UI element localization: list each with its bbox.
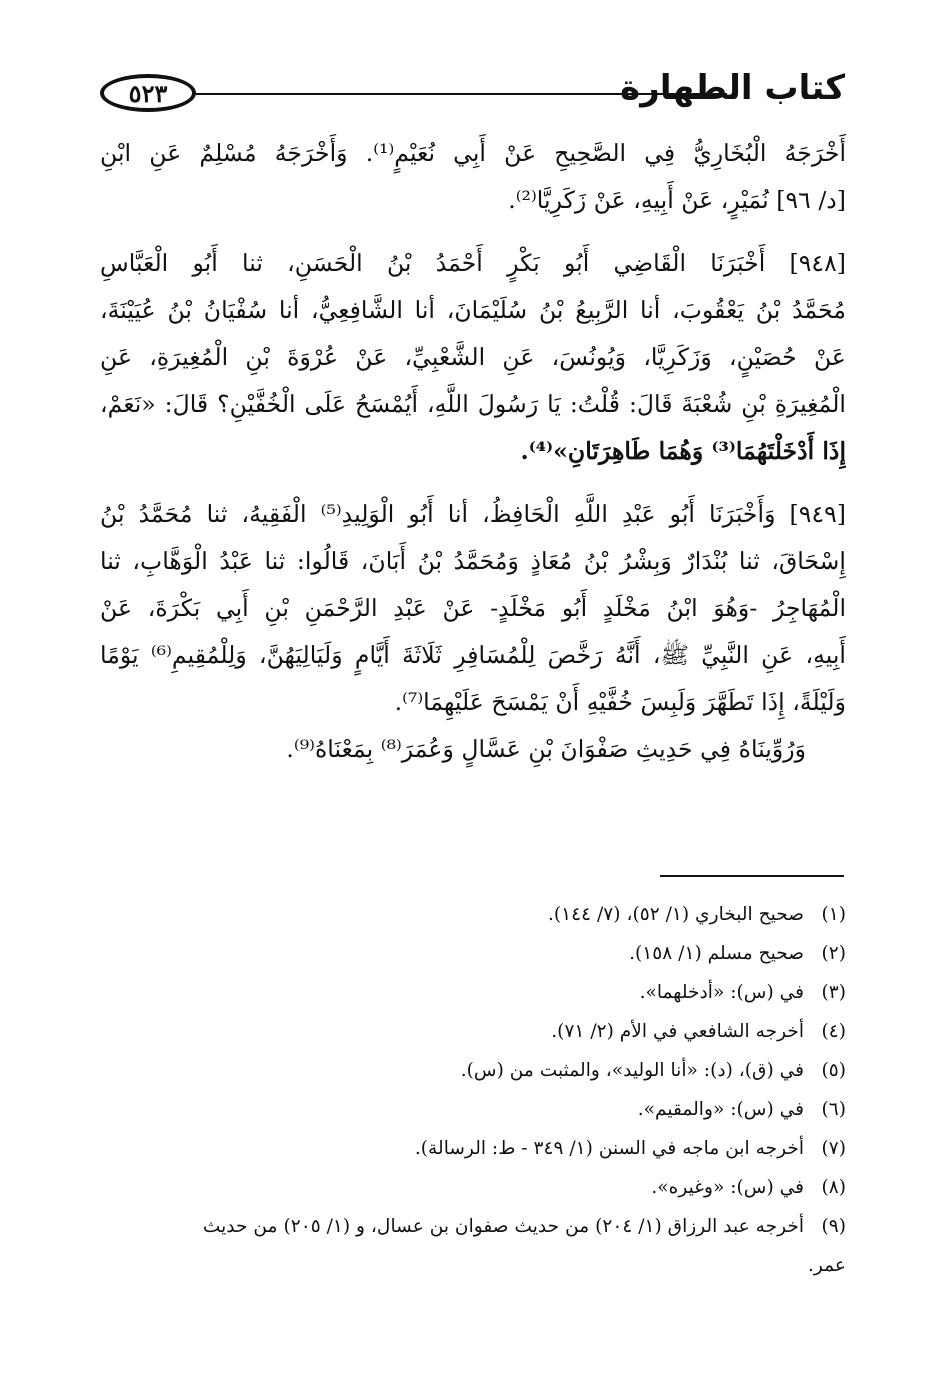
hadith-949-line: [٩٤٩] وَأَخْبَرَنَا أَبُو عَبْدِ اللَّهِ الْحَافِظُ، أنا أَبُو الْوَلِيدِ⁽⁵⁾ الْفَقِيهُ، ثنا مُحَمَّدُ بْنُ [100, 500, 846, 528]
text-line: الْمُغِيرَةِ بْنِ شُعْبَةَ قَالَ: قُلْتُ: يَا رَسُولَ اللَّهِ، أَيُمْسَحُ عَلَى الْخُفَّيْنِ؟ قَالَ: «نَعَمْ، [100, 390, 846, 418]
footnote-item [100, 895, 846, 934]
text-line: وَرُوِّينَاهُ فِي حَدِيثِ صَفْوَانَ بْنِ عَسَّالٍ وَعُمَرَ⁽⁸⁾ بِمَعْنَاهُ⁽⁹⁾. [286, 735, 806, 763]
hadith-948-line: [٩٤٨] أَخْبَرَنَا الْقَاضِي أَبُو بَكْرٍ أَحْمَدُ بْنُ الْحَسَنِ، ثنا أَبُو الْعَبَّاسِ [100, 249, 846, 277]
text-line: عَنْ حُصَيْنٍ، وَزَكَرِيَّا، وَيُونُسَ، عَنِ الشَّعْبِيِّ، عَنْ عُرْوَةَ بْنِ الْمُغِيرَةِ، عَنِ [100, 343, 846, 371]
text-line: [د/ ٩٦] نُمَيْرٍ، عَنْ أَبِيهِ، عَنْ زَكَرِيَّا⁽²⁾. [508, 186, 846, 214]
footnote-number: (٣) [821, 982, 846, 1003]
text-line: وَلَيْلَةً، إِذَا تَطَهَّرَ وَلَبِسَ خُفَّيْهِ أَنْ يَمْسَحَ عَلَيْهِمَا⁽⁷⁾. [394, 688, 846, 716]
text-line: أَخْرَجَهُ الْبُخَارِيُّ فِي الصَّحِيحِ عَنْ أَبِي نُعَيْمٍ⁽¹⁾. وَأَخْرَجَهُ مُسْلِمٌ عَنِ ابْنِ [100, 139, 846, 167]
footnote-item [100, 1129, 846, 1168]
footnote-text: صحيح مسلم (١/ ١٥٨). [629, 943, 804, 964]
footnote-text: أخرجه ابن ماجه في السنن (١/ ٣٤٩ - ط: الرسالة). [414, 1138, 804, 1159]
page-number-badge [100, 74, 196, 112]
footnote-item [100, 1012, 846, 1051]
footnote-number: (٦) [821, 1099, 846, 1120]
text-line: مُحَمَّدُ بْنُ يَعْقُوبَ، أنا الرَّبِيعُ بْنُ سُلَيْمَانَ، أنا الشَّافِعِيُّ، أنا سُفْيَانُ بْنُ عُيَيْنَةَ، [100, 296, 846, 324]
footnote-number: (٩) [821, 1216, 846, 1237]
text-line: أَبِيهِ، عَنِ النَّبِيِّ ﷺ، أَنَّهُ رَخَّصَ لِلْمُسَافِرِ ثَلَاثَةَ أَيَّامٍ وَلَيَالِيَهُنَّ، وَلِلْمُقِيمِ⁽⁶⁾ يَوْمًا [100, 641, 846, 669]
text-line: إِسْحَاقَ، ثنا بُنْدَارٌ وَبِشْرُ بْنُ مُعَاذٍ وَمُحَمَّدُ بْنُ أَبَانَ، قَالُوا: ثنا عَبْدُ الْوَهَّابِ، ثنا [100, 547, 846, 575]
footnote-number: (٧) [821, 1138, 846, 1159]
footnote-number: (٥) [821, 1060, 846, 1081]
footnote-number: (٨) [821, 1177, 846, 1198]
footnote-text: في (س): «أدخلهما». [639, 982, 804, 1003]
book-title: كتاب الطهارة [620, 68, 845, 108]
footnote-text: في (س): «وغيره». [651, 1177, 804, 1198]
footnote-number: (٤) [821, 1021, 846, 1042]
footnote-text: أخرجه الشافعي في الأم (٢/ ٧١). [551, 1021, 804, 1042]
footnote-item [100, 973, 846, 1012]
text-line: الْمُهَاجِرُ -وَهُوَ ابْنُ مَخْلَدٍ أَبُو مَخْلَدٍ- عَنْ عَبْدِ الرَّحْمَنِ بْنِ أَبِي بَكْرَةَ، عَنْ [100, 594, 846, 622]
footnote-number: (٢) [821, 943, 846, 964]
text-line: إِذَا أَدْخَلْتَهُمَا⁽³⁾ وَهُمَا طَاهِرَتَانِ»⁽⁴⁾. [520, 437, 846, 465]
footnote-text: صحيح البخاري (١/ ٥٢)، (٧/ ١٤٤). [547, 904, 804, 925]
footnote-item [100, 1207, 846, 1246]
footnote-divider [660, 875, 844, 877]
footnote-item [100, 1168, 846, 1207]
main-text [100, 130, 846, 773]
footnote-item-continued [100, 1246, 846, 1285]
footnote-item [100, 1090, 846, 1129]
footnote-text: عمر. [807, 1255, 846, 1276]
page-header [100, 68, 845, 120]
footnote-number: (١) [821, 904, 846, 925]
footnotes [100, 895, 846, 1285]
footnote-text: أخرجه عبد الرزاق (١/ ٢٠٤) من حديث صفوان بن عسال، و (١/ ٢٠٥) من حديث [202, 1216, 804, 1237]
footnote-text: في (ق)، (د): «أنا الوليد»، والمثبت من (س). [460, 1060, 804, 1081]
page-number: ٥٢٣ [128, 78, 168, 108]
footnote-item [100, 934, 846, 973]
footnote-text: في (س): «والمقيم». [637, 1099, 804, 1120]
footnote-item [100, 1051, 846, 1090]
